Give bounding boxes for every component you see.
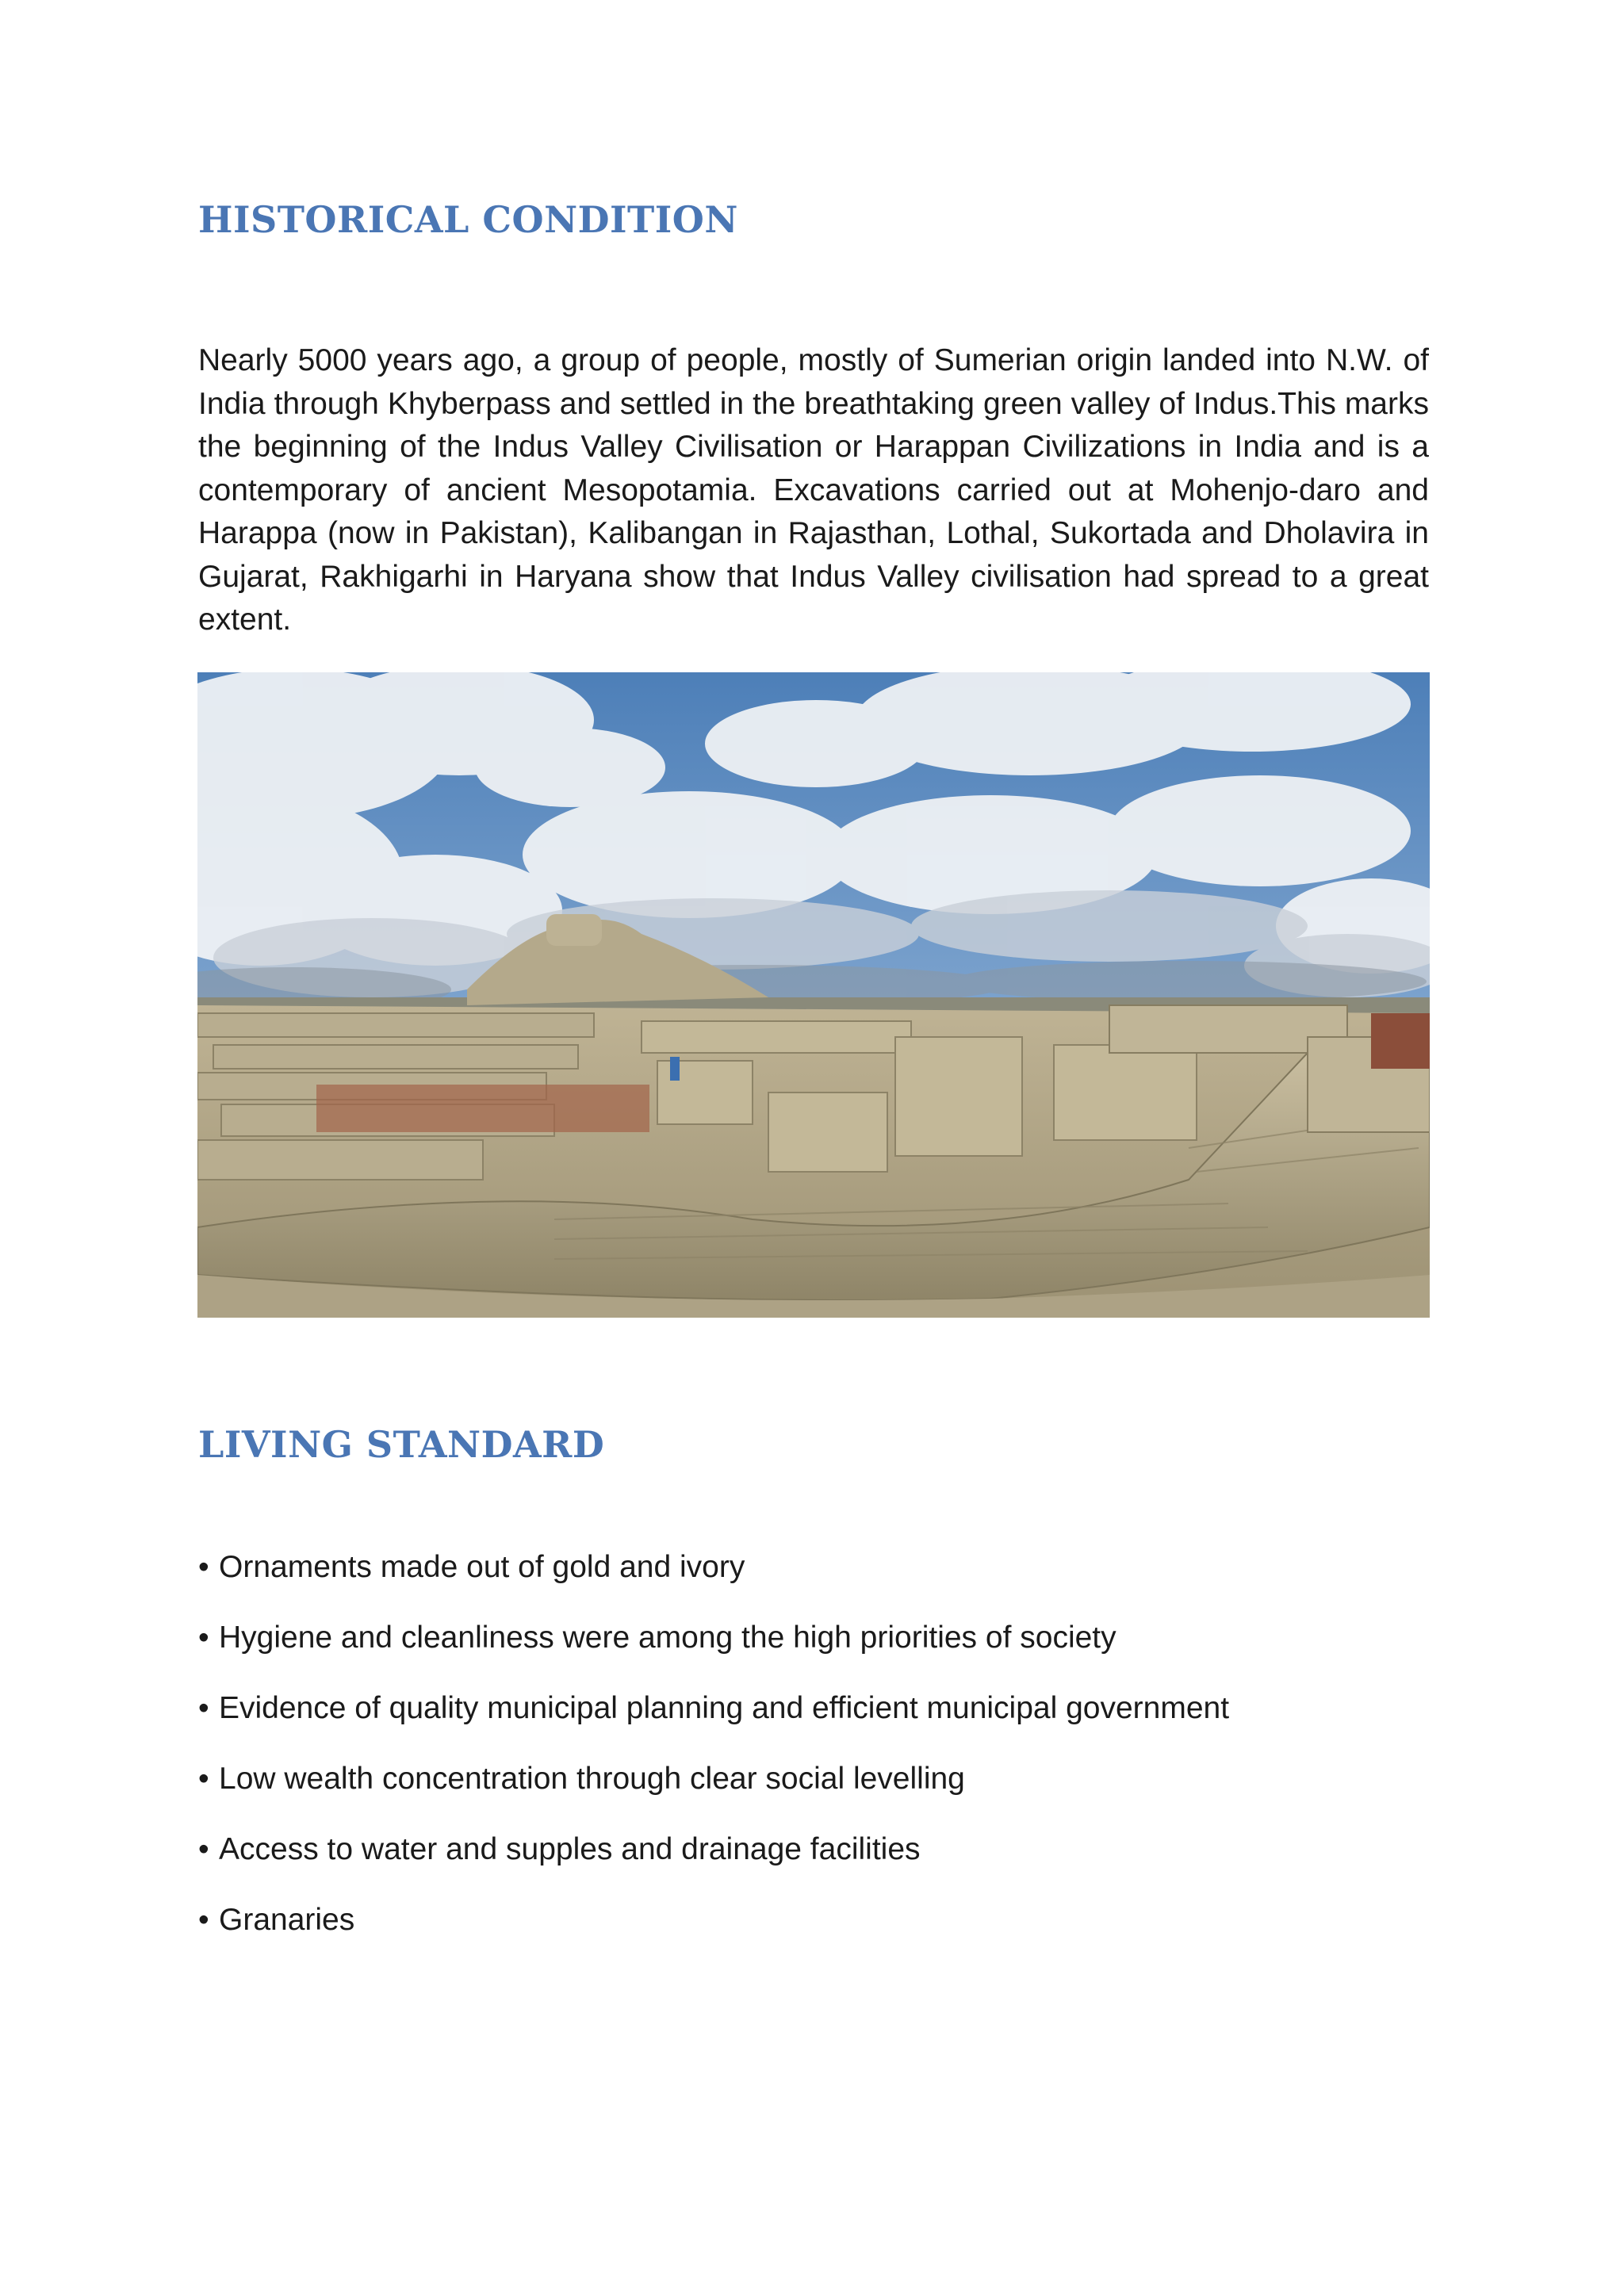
list-item: [198, 1546, 1229, 1617]
list-item-text: Low wealth concentration through clear social levelling: [219, 1762, 965, 1796]
bullet-icon: •: [198, 1621, 209, 1655]
section-heading-historical-condition: HISTORICAL CONDITION: [198, 198, 738, 241]
list-item-text: Evidence of quality municipal planning and efficient municipal government: [219, 1691, 1230, 1725]
list-item-text: Access to water and supples and drainage facilities: [219, 1832, 921, 1866]
ruins-photo: [197, 672, 1430, 1318]
list-item: [198, 1758, 1229, 1828]
list-item: [198, 1828, 1229, 1899]
bullet-icon: •: [198, 1691, 209, 1725]
historical-paragraph: Nearly 5000 years ago, a group of people, mostly of Sumerian origin landed into N.W. of India through Khyberpass and settled in the breathtaking green valley of Indus.This marks the beginning of the Indus Valley Civilisation or Harappan Civilizations in India and is a contemporary of ancient Mesopotamia. Excavations carried out at Mohenjo-daro and Harappa (now in Pakistan), Kalibangan in Rajasthan, Lothal, Sukortada and Dholavira in Gujarat, Rakhigarhi in Haryana show that Indus Valley civilisation had spread to a great extent.: [198, 343, 1429, 637]
list-item: [198, 1899, 1229, 1969]
list-item-text: Hygiene and cleanliness were among the high priorities of society: [219, 1621, 1116, 1655]
bullet-icon: •: [198, 1762, 209, 1796]
list-item-text: Granaries: [219, 1903, 355, 1937]
living-standard-list: [198, 1546, 1229, 1969]
bullet-icon: •: [198, 1903, 209, 1937]
bullet-icon: •: [198, 1550, 209, 1584]
list-item: [198, 1687, 1229, 1758]
section-heading-living-standard: LIVING STANDARD: [198, 1423, 605, 1466]
list-item-text: Ornaments made out of gold and ivory: [219, 1550, 745, 1584]
bullet-icon: •: [198, 1832, 209, 1866]
list-item: [198, 1617, 1229, 1687]
